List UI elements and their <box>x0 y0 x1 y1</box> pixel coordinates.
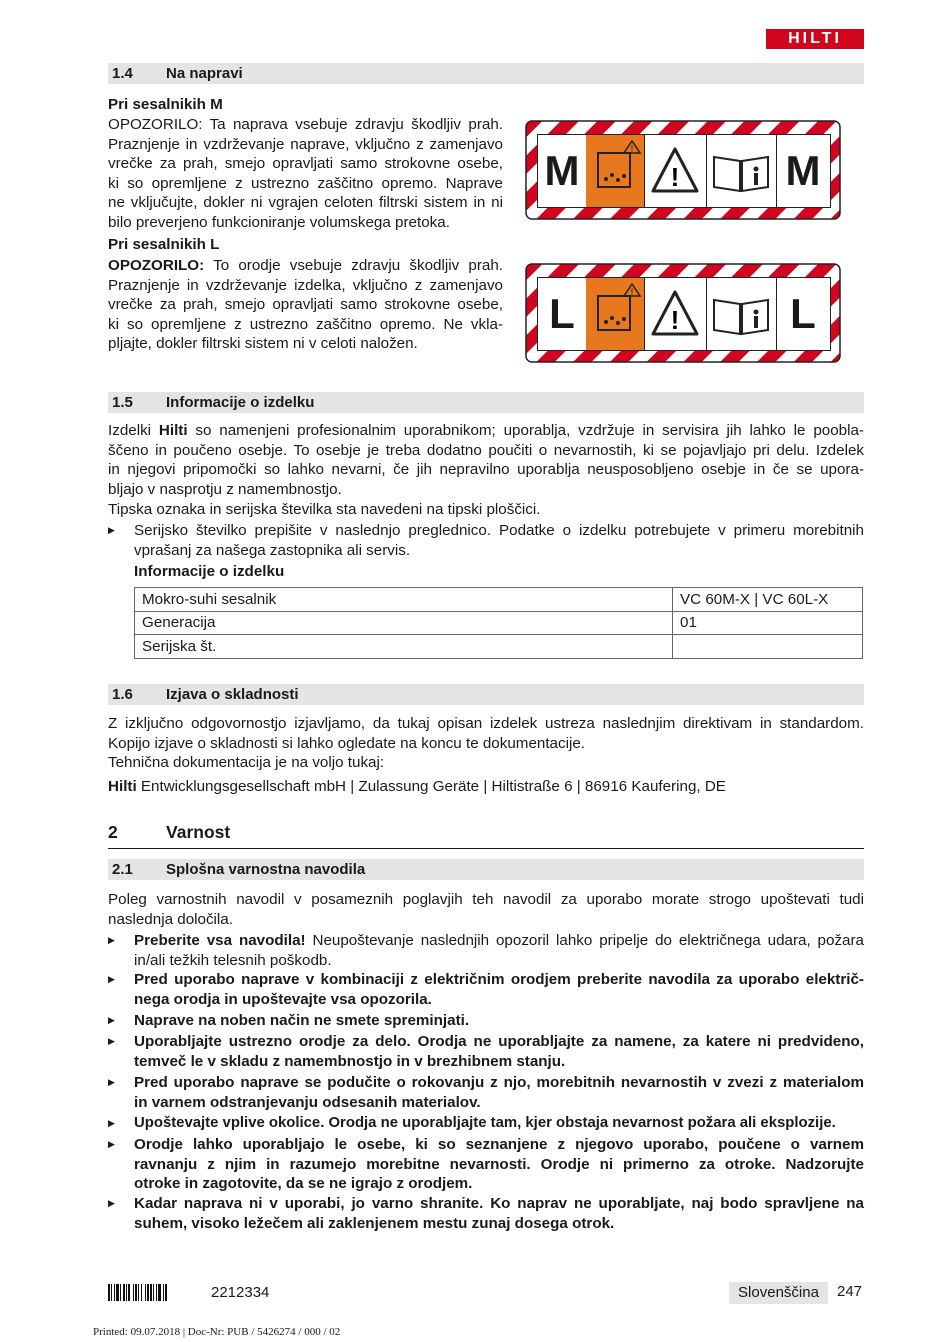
bullet-line: in varnem odstranjevanju odsesanih materialov. <box>134 1093 481 1111</box>
p1-line <box>108 421 864 441</box>
table-row <box>135 588 863 612</box>
bullet-line: Kadar naprava ni v uporabi, jo varno shranite. Ko naprav ne uporabljate, naj bodo spravljene na <box>134 1195 864 1212</box>
svg-text:!: ! <box>630 287 634 297</box>
barcode-bar <box>163 1284 164 1301</box>
bullet-line: Orodje lahko uporabljajo le osebe, ki so seznanjene z njegovo uporabo, poučene o varnem <box>134 1136 864 1153</box>
section-title: Informacije o izdelku <box>166 394 315 411</box>
table-row <box>135 611 863 635</box>
bullet-line: in/ali težkih telesnih poškodb. <box>134 951 332 969</box>
bullet-line: vprašanj za našega zastopnika ali servis. <box>134 541 411 559</box>
l-line: ki so opremljene z ustrezno zaščitno opremo. Ne vkla- <box>108 315 503 333</box>
address-line <box>108 777 726 797</box>
serial-number-cell[interactable] <box>673 635 863 659</box>
declaration-paragraph <box>108 714 864 773</box>
dust-hazard-icon <box>586 278 645 350</box>
bullet-arrow-icon: ▶ <box>108 1198 115 1208</box>
product-info-table <box>134 587 863 659</box>
barcode-bar <box>123 1284 125 1301</box>
p1-line: ščeno in poučeno osebje. To osebje je treba dodatno poučiti o nevarnostih, ki se pojavljajo pri delu. Izdelek <box>108 441 864 459</box>
bullet-line: nega orodja in upoštevajte vsa opozorila. <box>134 990 432 1008</box>
chapter-number: 2 <box>108 822 118 842</box>
chapter-title: Varnost <box>166 822 231 842</box>
section-header-1-6 <box>108 684 864 705</box>
barcode-bar <box>135 1284 137 1301</box>
section-title: Splošna varnostna navodila <box>166 861 366 878</box>
barcode-bar <box>120 1284 121 1301</box>
class-letter-right: M <box>785 147 821 194</box>
l-line: pljajte, dokler filtrski sistem ni v celoti naložen. <box>108 335 418 352</box>
type-plate-text: Tipska oznaka in serijska številka sta navedeni na tipski ploščici. <box>108 501 541 518</box>
brand-name: Hilti <box>158 422 188 439</box>
m-line: ne vključujte, dokler ni vgrajen celoten filtrski sistem in ni <box>108 194 503 211</box>
section-header-1-5 <box>108 392 864 413</box>
barcode-bar <box>141 1284 142 1301</box>
read-manual-icon <box>706 278 777 350</box>
section-number: 1.4 <box>112 65 133 82</box>
dust-hazard-icon <box>586 135 645 207</box>
bullet-arrow-icon: ▶ <box>108 1036 115 1046</box>
address-text: Entwicklungsgesellschaft mbH | Zulassung Geräte | Hiltistraße 6 | 86916 Kaufering, DE <box>136 778 726 795</box>
table-row <box>135 635 863 659</box>
section-number: 1.6 <box>112 686 133 703</box>
bullet-line: suhem, visoko ležečem ali zaklenjenem mestu zunaj dosega otrok. <box>134 1214 615 1232</box>
warning-triangle-icon <box>644 278 707 350</box>
p1-line: in njegovi pripomočki so lahko nevarni, če jih nepravilno uporablja neusposobljeno osebje in če se upora- <box>108 461 864 478</box>
bullet-line: temveč le v skladu z namembnostjo in v brezhibnem stanju. <box>134 1052 566 1070</box>
table-cell: 01 <box>673 611 863 635</box>
section-number: 1.5 <box>112 394 133 411</box>
barcode-bar <box>138 1284 139 1301</box>
table-cell: Serijska št. <box>135 635 673 659</box>
warning-triangle-icon <box>644 135 707 207</box>
bullet-text: Neupoštevanje naslednjih opozoril lahko pripelje do električnega udara, požara <box>305 932 864 949</box>
intro-line: Poleg varnostnih navodil v posameznih poglavjih teh navodil za uporabo morate strogo upoštevati tudi <box>108 891 864 908</box>
bullet-line: Upoštevajte vplive okolice. Orodja ne uporabljajte tam, kjer obstaja nevarnost požara ali eksplozije. <box>134 1115 836 1131</box>
l-heading: Pri sesalnikih L <box>108 236 220 253</box>
p1-line: bljajo v nasprotju z namembnostjo. <box>108 480 342 498</box>
bullet-arrow-icon: ▶ <box>108 525 115 535</box>
p1-text: so namenjeni profesionalnim uporabnikom; uporablja, vzdržuje in servisira jih lahko le poobla- <box>187 422 864 439</box>
m-line: OPOZORILO: Ta naprava vsebuje zdravju škodljiv prah. <box>108 116 503 133</box>
safety-intro <box>108 890 864 929</box>
bullet-arrow-icon: ▶ <box>108 935 115 945</box>
section-title: Na napravi <box>166 65 243 82</box>
section-title: Izjava o skladnosti <box>166 686 299 703</box>
bullet-arrow-icon: ▶ <box>108 1139 115 1149</box>
chapter-header-2 <box>108 822 864 849</box>
table-cell: VC 60M-X | VC 60L-X <box>673 588 863 612</box>
barcode-bar <box>126 1284 127 1301</box>
svg-text:!: ! <box>670 305 680 335</box>
l-line: Praznjenje in vzdrževanje izdelka, vključno z zamenjavo <box>108 276 503 294</box>
class-letter-left: L <box>538 278 587 350</box>
product-info-paragraph <box>108 421 864 499</box>
barcode-bar <box>111 1284 112 1301</box>
l-paragraph <box>108 256 503 354</box>
bullet-bold: Preberite vsa navodila! <box>134 932 306 949</box>
barcode <box>108 1284 190 1301</box>
m-line: ki so opremljene z ustrezno zaščitno opremo. Naprave <box>108 174 503 192</box>
class-letter-left: M <box>538 135 587 207</box>
bullet-line: Pred uporabo naprave v kombinaciji z električnim orodjem preberite navodila za uporabo električ- <box>134 971 864 988</box>
l-line: vrečke za prah, smejo opravljati samo strokovne osebe, <box>108 296 503 313</box>
l-warning: OPOZORILO: <box>108 257 205 274</box>
warning-label-m <box>525 120 841 220</box>
m-line: vrečke za prah, smejo opravljati samo strokovne osebe, <box>108 155 503 172</box>
section-header-1-4 <box>108 63 864 84</box>
barcode-bar <box>116 1284 119 1301</box>
section-header-2-1 <box>108 859 864 880</box>
hilti-logo: HILTI <box>766 29 864 49</box>
svg-text:!: ! <box>630 144 634 154</box>
svg-text:!: ! <box>670 162 680 192</box>
m-heading: Pri sesalnikih M <box>108 96 223 113</box>
m-line: Praznjenje in vzdrževanje naprave, vključno z zamenjavo <box>108 135 503 153</box>
l-line-first <box>108 256 503 276</box>
document-code: 2212334 <box>211 1284 270 1301</box>
barcode-bar <box>128 1284 130 1301</box>
bullet-arrow-icon: ▶ <box>108 974 115 984</box>
l-first-text: To orodje vsebuje zdravju škodljiv prah. <box>204 257 503 274</box>
m-paragraph <box>108 115 503 232</box>
declaration-line: Z izključno odgovornostjo izjavljamo, da tukaj opisan izdelek ustreza naslednjim direktivam in standardom. <box>108 715 864 732</box>
bullet-line: Pred uporabo naprave se podučite o rokovanju z njo, morebitnih nevarnostih v zvezi z materialom <box>134 1074 864 1091</box>
bullet-arrow-icon: ▶ <box>108 1118 115 1128</box>
table-cell: Mokro-suhi sesalnik <box>135 588 673 612</box>
barcode-bar <box>156 1284 157 1301</box>
table-cell: Generacija <box>135 611 673 635</box>
bullet-line: otroke in zagotovite, da se ne igrajo z orodjem. <box>134 1175 473 1192</box>
barcode-bar <box>165 1284 167 1301</box>
barcode-bar <box>145 1284 146 1301</box>
bullet-arrow-icon: ▶ <box>108 1015 115 1025</box>
barcode-bar <box>108 1284 110 1301</box>
warning-label-l <box>525 263 841 363</box>
read-manual-icon <box>706 135 777 207</box>
language-tab: Slovenščina <box>729 1282 828 1304</box>
m-line: bilo preverjeno funkcioniranje volumskega pretoka. <box>108 213 450 231</box>
p1-pre: Izdelki <box>108 422 159 439</box>
brand-name: Hilti <box>108 778 137 795</box>
declaration-line: Tehnična dokumentacija je na voljo tukaj: <box>108 754 385 771</box>
barcode-bar <box>153 1284 154 1301</box>
barcode-bar <box>114 1284 115 1301</box>
barcode-bar <box>147 1284 149 1301</box>
bullet-line: Serijsko številko prepišite v naslednjo preglednico. Podatke o izdelku potrebujete v primeru morebitnih <box>134 522 864 539</box>
barcode-bar <box>133 1284 134 1301</box>
bullet-line <box>134 931 864 951</box>
barcode-bar <box>150 1284 152 1301</box>
bullet-line: Naprave na noben način ne smete spreminjati. <box>134 1012 470 1029</box>
bullet-arrow-icon: ▶ <box>108 1077 115 1087</box>
intro-line: naslednja določila. <box>108 910 233 928</box>
barcode-bar <box>158 1284 161 1301</box>
table-title: Informacije o izdelku <box>134 563 285 580</box>
class-letter-right: L <box>790 290 816 337</box>
section-number: 2.1 <box>112 861 133 878</box>
page-number: 247 <box>837 1283 863 1300</box>
declaration-line: Kopijo izjave o skladnosti si lahko ogledate na koncu te dokumentacije. <box>108 734 586 752</box>
bullet-line: ravnanju z njim in razumejo morebitne nevarnosti. Orodje ni primerno za otroke. Nadzorujte <box>134 1155 864 1173</box>
print-info: Printed: 09.07.2018 | Doc-Nr: PUB / 5426274 / 000 / 02 <box>93 1326 341 1338</box>
bullet-line: Uporabljajte ustrezno orodje za delo. Orodja ne uporabljajte za namene, za katere ni predvideno, <box>134 1033 864 1050</box>
